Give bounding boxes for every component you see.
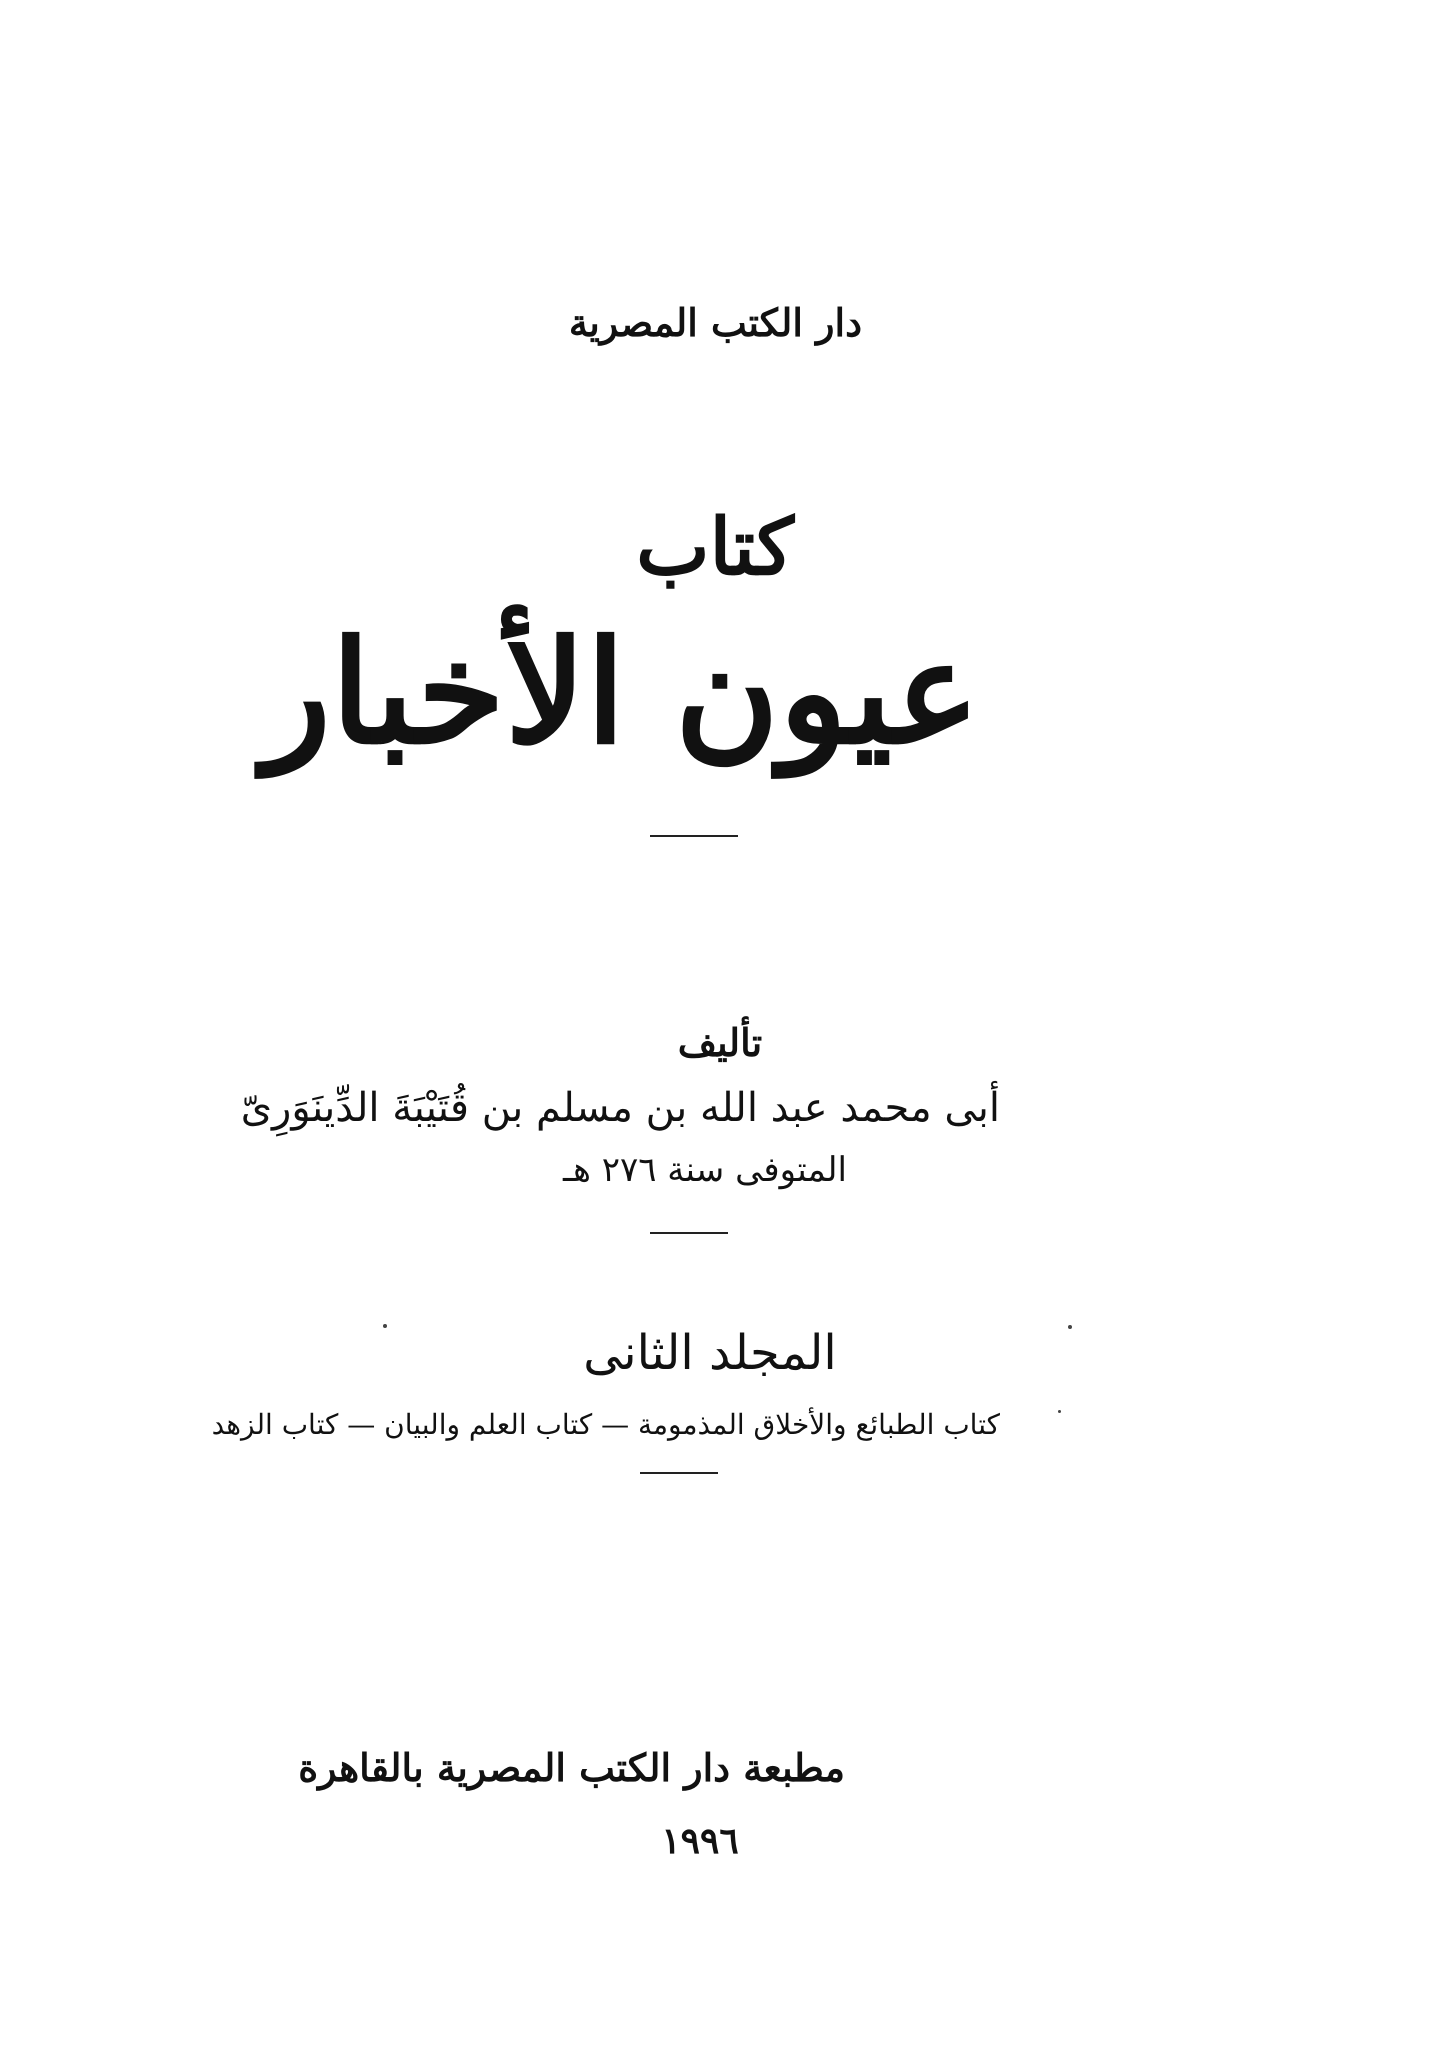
publisher-header: دار الكتب المصرية: [568, 300, 862, 345]
scan-speck: [383, 1324, 387, 1328]
authored-by-label: تأليف: [677, 1020, 763, 1065]
scan-speck: [1068, 1325, 1072, 1329]
publication-year: ١٩٩٦: [661, 1820, 739, 1862]
book-title: عيون الأخبار: [262, 610, 980, 776]
printing-press: مطبعة دار الكتب المصرية بالقاهرة: [298, 1745, 845, 1790]
divider-rule: [650, 1232, 728, 1234]
author-name: أبى محمد عبد الله بن مسلم بن قُتَيْبَةَ الدِّينَوَرِىّ: [240, 1085, 1000, 1131]
death-date: المتوفى سنة ٢٧٦ هـ: [563, 1150, 847, 1190]
divider-rule: [650, 835, 738, 837]
divider-rule: [640, 1472, 718, 1474]
volume-contents: كتاب الطبائع والأخلاق المذمومة — كتاب العلم والبيان — كتاب الزهد: [211, 1408, 1000, 1441]
kitab-word: كتاب: [636, 502, 794, 593]
volume-label: المجلد الثانى: [583, 1325, 837, 1381]
scan-speck: [1058, 1410, 1061, 1413]
